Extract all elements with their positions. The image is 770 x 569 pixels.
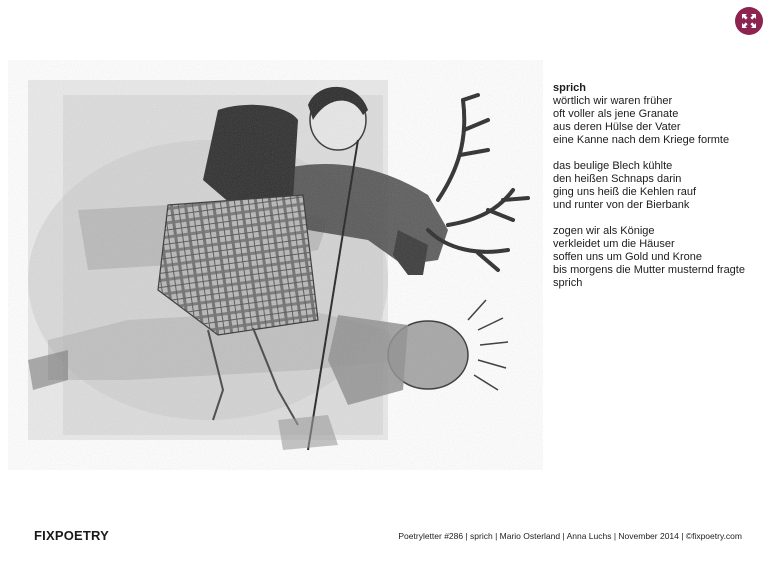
- artwork-illustration: [8, 60, 543, 470]
- poem-stanza: [553, 82, 763, 147]
- poem-line: bis morgens die Mutter musternd fragte: [553, 264, 745, 276]
- pencil-drawing: [8, 60, 543, 470]
- poem-line: ging uns heiß die Kehlen rauf: [553, 186, 697, 198]
- expand-button[interactable]: [735, 7, 763, 35]
- fixpoetry-logo: FIXPOETRY: [34, 528, 109, 543]
- poem-line: aus deren Hülse der Vater: [553, 121, 681, 133]
- poem-line: sprich: [553, 277, 583, 289]
- poem-line: wörtlich wir waren früher: [553, 95, 673, 107]
- poem-title: sprich: [553, 82, 587, 94]
- poem-line: den heißen Schnaps darin: [553, 173, 682, 185]
- expand-arrows-icon: [741, 13, 757, 29]
- poem-line: zogen wir als Könige: [553, 225, 655, 237]
- poem-stanza: [553, 225, 763, 290]
- poem: [553, 82, 763, 303]
- poem-stanza: [553, 160, 763, 212]
- poem-line: oft voller als jene Granate: [553, 108, 679, 120]
- poem-line: eine Kanne nach dem Kriege formte: [553, 134, 730, 146]
- poem-line: und runter von der Bierbank: [553, 199, 690, 211]
- poem-line: soffen uns um Gold und Krone: [553, 251, 703, 263]
- poem-line: verkleidet um die Häuser: [553, 238, 675, 250]
- footer-credit: Poetryletter #286 | sprich | Mario Osterland | Anna Luchs | November 2014 | ©fixpoetry.com: [398, 531, 742, 541]
- poem-line: das beulige Blech kühlte: [553, 160, 673, 172]
